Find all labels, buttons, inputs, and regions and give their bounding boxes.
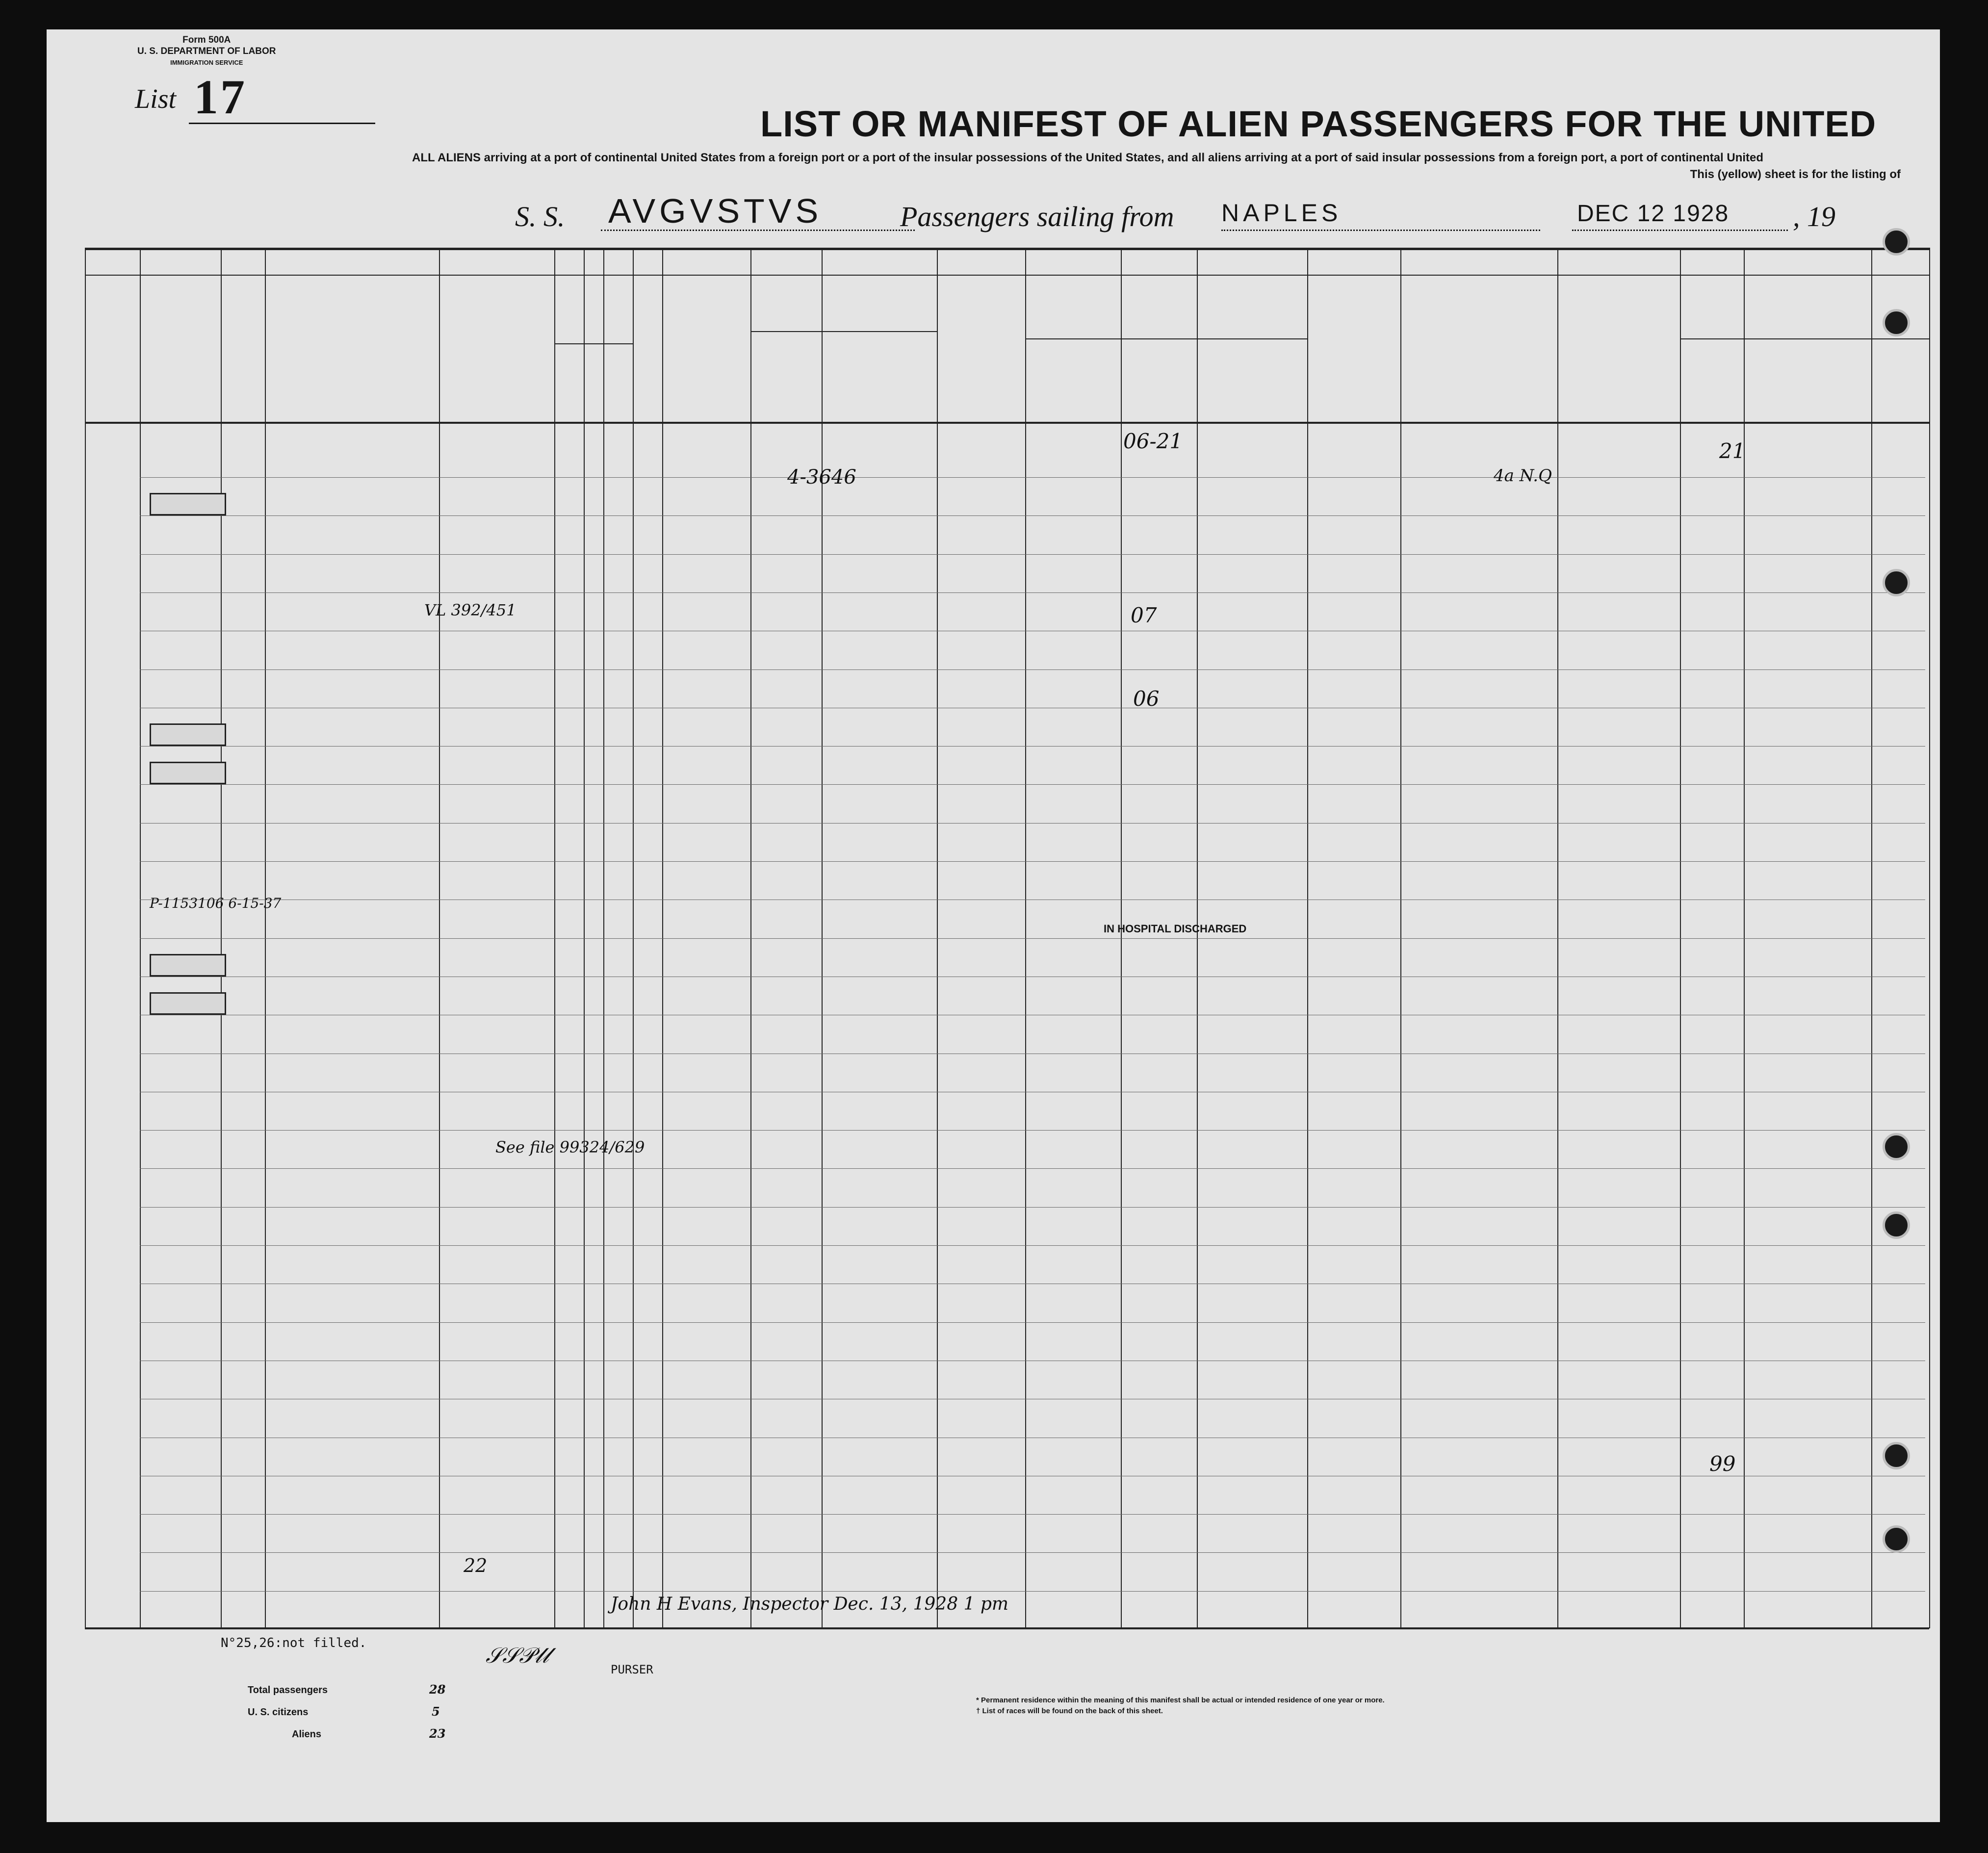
ship-name: AVGVSTVS bbox=[608, 192, 823, 230]
column-divider bbox=[85, 248, 86, 1628]
us-citizen-stamp bbox=[150, 493, 226, 515]
footnote-residence: * Permanent residence within the meaning of this manifest shall be actual or intended residence of one year or more. bbox=[976, 1696, 1385, 1704]
us-citizen-stamp bbox=[150, 954, 226, 977]
binding-hole bbox=[1883, 569, 1910, 596]
row-rule bbox=[140, 861, 1925, 862]
subheader-rule bbox=[554, 343, 633, 344]
row-rule bbox=[140, 1130, 1925, 1131]
aliens-label: Aliens bbox=[292, 1729, 322, 1740]
binding-hole bbox=[1883, 228, 1910, 256]
handwritten-p-number: P-1153106 6-15-37 bbox=[150, 895, 282, 911]
manifest-sheet bbox=[47, 29, 1940, 1822]
handwritten-99: 99 bbox=[1709, 1452, 1736, 1476]
date-underline bbox=[1572, 230, 1788, 231]
year-label: , 19 bbox=[1793, 201, 1835, 232]
ss-label: S. S. bbox=[515, 201, 565, 232]
row-rule bbox=[140, 669, 1925, 670]
column-number-rule bbox=[85, 275, 1929, 276]
row-rule bbox=[140, 1552, 1925, 1553]
row-rule bbox=[140, 515, 1925, 516]
us-citizen-stamp bbox=[150, 723, 226, 746]
row-rule bbox=[140, 1514, 1925, 1515]
port-underline bbox=[1221, 230, 1540, 231]
column-divider bbox=[1929, 248, 1930, 1628]
us-citizens-value: 5 bbox=[432, 1704, 440, 1719]
header-bottom-rule bbox=[85, 422, 1929, 424]
sailing-label: Passengers sailing from bbox=[900, 201, 1174, 232]
row-rule bbox=[140, 1245, 1925, 1246]
subtitle-line-1: ALL ALIENS arriving at a port of continental United States from a foreign port or a port of the insular possessions of the United States, and all aliens arriving at a port of said insular possessions from a foreign port, a port of continental United bbox=[412, 151, 1764, 164]
purser-label: PURSER bbox=[611, 1663, 653, 1676]
us-citizen-stamp bbox=[150, 762, 226, 784]
port-name: NAPLES bbox=[1221, 199, 1342, 227]
subheader-rule bbox=[1680, 338, 1929, 339]
us-citizen-stamp bbox=[150, 992, 226, 1015]
form-number: Form 500A bbox=[182, 35, 231, 45]
row-rule bbox=[140, 823, 1925, 824]
header-top-rule bbox=[85, 248, 1929, 250]
row-rule bbox=[140, 1322, 1925, 1323]
subtitle-line-2: This (yellow) sheet is for the listing of bbox=[1690, 168, 1901, 181]
not-filled-note: N°25,26:not filled. bbox=[221, 1636, 367, 1650]
handwritten-4anq: 4a N.Q bbox=[1494, 466, 1552, 486]
form-identifier bbox=[137, 34, 276, 68]
subheader-rule bbox=[1197, 338, 1307, 339]
row-rule bbox=[140, 1207, 1925, 1208]
handwritten-vl-number: VL 392/451 bbox=[424, 601, 516, 619]
purser-signature: 𝒮𝒮𝒫𝓁𝓁 bbox=[486, 1643, 549, 1668]
row-rule bbox=[140, 784, 1925, 785]
handwritten-4-3646: 4-3646 bbox=[787, 466, 856, 489]
ship-underline bbox=[601, 230, 915, 231]
row-rule bbox=[140, 1591, 1925, 1592]
list-number: 17 bbox=[194, 70, 247, 124]
handwritten-visa-code: 06-21 bbox=[1123, 429, 1183, 453]
footnote-races: † List of races will be found on the back of this sheet. bbox=[976, 1707, 1163, 1715]
row-rule bbox=[140, 592, 1925, 593]
list-label: List bbox=[135, 84, 177, 114]
row-rule bbox=[140, 554, 1925, 555]
binding-hole bbox=[1883, 309, 1910, 336]
binding-hole bbox=[1883, 1442, 1910, 1469]
sailing-date: DEC 12 1928 bbox=[1577, 201, 1730, 227]
binding-hole bbox=[1883, 1525, 1910, 1553]
row-rule bbox=[140, 938, 1925, 939]
handwritten-see-file: See file 99324/629 bbox=[495, 1138, 645, 1157]
table-bottom-rule bbox=[85, 1627, 1929, 1629]
service-name: IMMIGRATION SERVICE bbox=[170, 59, 243, 66]
binding-hole bbox=[1883, 1133, 1910, 1160]
subheader-rule bbox=[750, 331, 937, 332]
row-rule bbox=[140, 1168, 1925, 1169]
department-name: U. S. DEPARTMENT OF LABOR bbox=[137, 46, 276, 56]
list-underline bbox=[189, 123, 375, 124]
handwritten-code-2: 07 bbox=[1131, 603, 1157, 627]
us-citizens-label: U. S. citizens bbox=[248, 1707, 309, 1718]
handwritten-22: 22 bbox=[464, 1555, 488, 1576]
inspector-signature: John H Evans, Inspector Dec. 13, 1928 1 pm bbox=[611, 1594, 1009, 1614]
aliens-value: 23 bbox=[429, 1726, 446, 1741]
handwritten-21: 21 bbox=[1719, 439, 1746, 463]
total-passengers-value: 28 bbox=[429, 1682, 446, 1697]
total-passengers-label: Total passengers bbox=[248, 1685, 328, 1696]
page-title: LIST OR MANIFEST OF ALIEN PASSENGERS FOR THE UNITED bbox=[760, 103, 1877, 144]
binding-hole bbox=[1883, 1211, 1910, 1239]
subheader-rule bbox=[1025, 338, 1197, 339]
hospital-note: IN HOSPITAL DISCHARGED bbox=[1104, 923, 1247, 935]
row-rule bbox=[140, 477, 1925, 478]
handwritten-code-3: 06 bbox=[1133, 687, 1160, 711]
